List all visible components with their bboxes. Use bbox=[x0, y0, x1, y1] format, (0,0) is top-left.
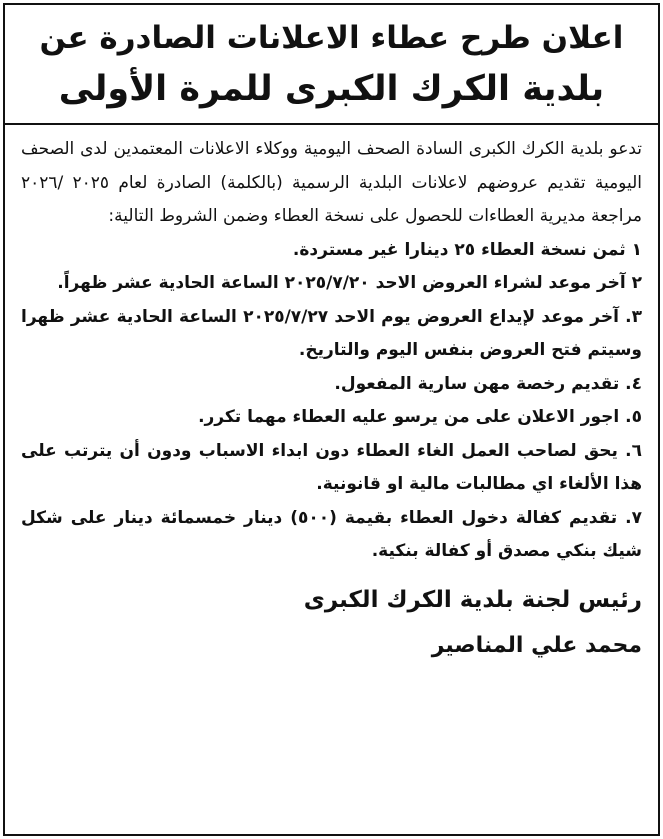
condition-item-3: ٣. آخر موعد لإيداع العروض يوم الاحد ٢٠٢٥/٧/٢٧ الساعة الحادية عشر ظهرا وسيتم فتح العروض بنفس اليوم والتاريخ. bbox=[21, 306, 642, 360]
ad-title-line-1: اعلان طرح عطاء الاعلانات الصادرة عن bbox=[39, 20, 624, 56]
ad-title-line-2: بلدية الكرك الكبرى للمرة الأولى bbox=[58, 69, 605, 109]
condition-item-2: ٢ آخر موعد لشراء العروض الاحد ٢٠٢٥/٧/٢٠ الساعة الحادية عشر ظهراً. bbox=[57, 273, 642, 293]
signatory-position: رئيس لجنة بلدية الكرك الكبرى bbox=[303, 586, 642, 613]
condition-item-5: ٥. اجور الاعلان على من يرسو عليه العطاء مهما تكرر. bbox=[198, 407, 642, 427]
intro-paragraph: تدعو بلدية الكرك الكبرى السادة الصحف اليومية ووكلاء الاعلانات المعتمدين لدى الصحف اليومية تقديم عروضهم لاعلانات البلدية الرسمية (بالكلمة) الصادرة لعام ٢٠٢٥ /٢٠٢٦ مراجعة مديرية العطاءات للحصول على نسخة العطاء وضمن الشروط التالية: bbox=[21, 139, 642, 226]
condition-item-1: ١ ثمن نسخة العطاء ٢٥ دينارا غير مستردة. bbox=[292, 239, 642, 260]
signature-block bbox=[21, 577, 642, 669]
ad-frame bbox=[3, 3, 660, 836]
header-divider bbox=[5, 123, 658, 125]
condition-item-4: ٤. تقديم رخصة مهن سارية المفعول. bbox=[334, 373, 642, 394]
condition-item-6: ٦. يحق لصاحب العمل الغاء العطاء دون ابداء الاسباب ودون أن يترتب على هذا الألغاء اي مطالبات مالية او قانونية. bbox=[21, 440, 642, 494]
signatory-name: محمد علي المناصير bbox=[431, 632, 642, 658]
ad-body bbox=[21, 133, 642, 569]
ad-header bbox=[21, 15, 642, 117]
condition-item-7: ٧. تقديم كفالة دخول العطاء بقيمة (٥٠٠) دينار خمسمائة دينار على شكل شيك بنكي مصدق أو كفالة بنكية. bbox=[21, 507, 642, 561]
